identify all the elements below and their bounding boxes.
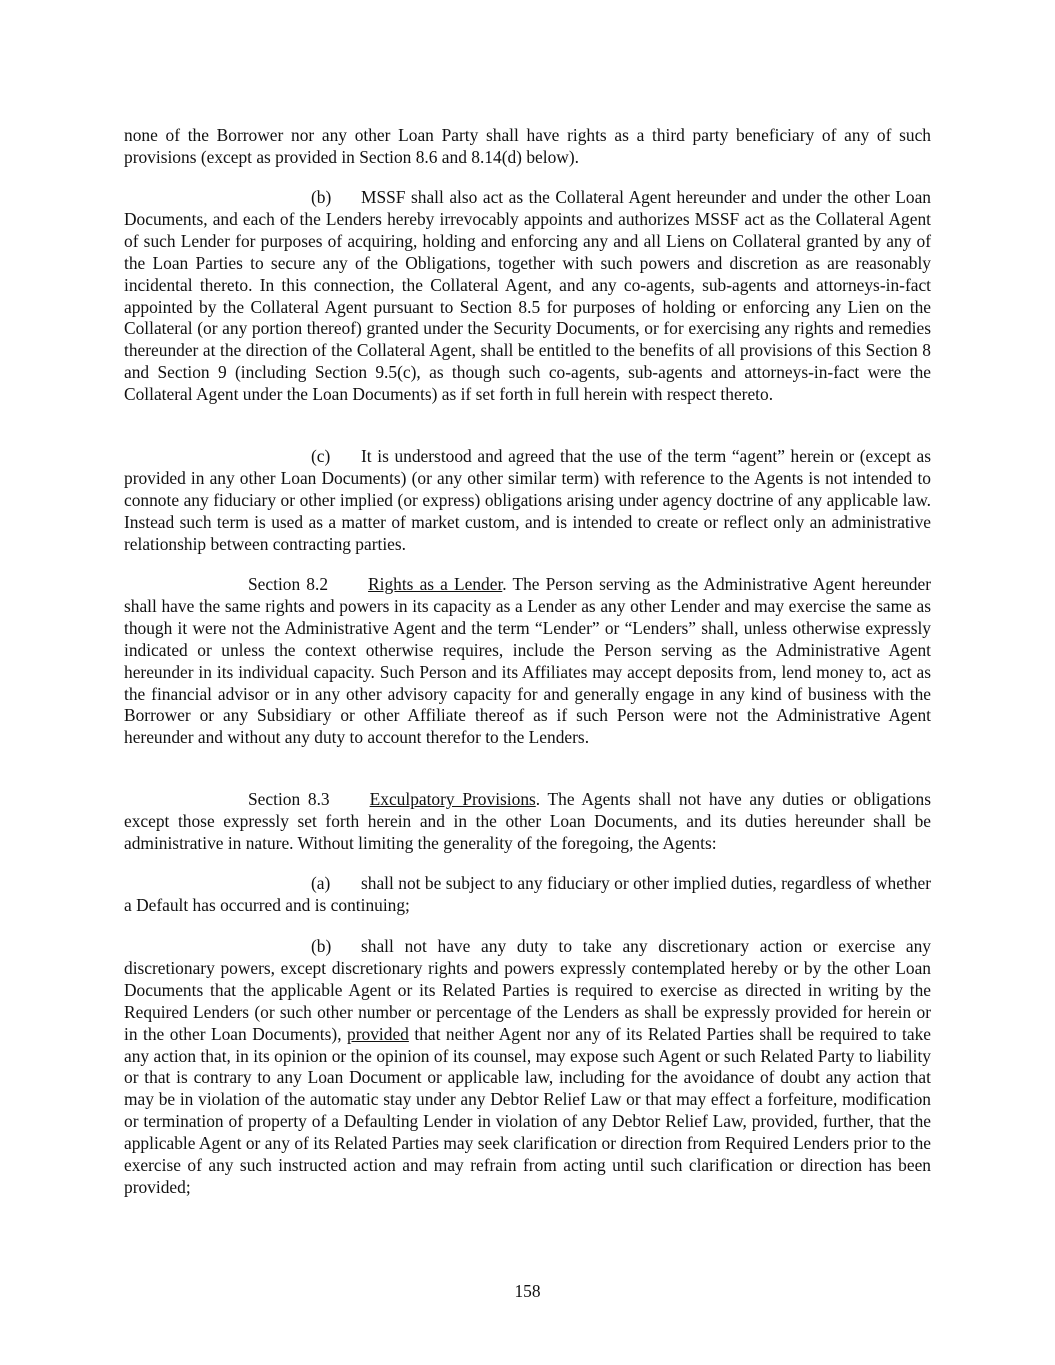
paragraph-text: that neither Agent nor any of its Related Parties shall be required to take any action that, in its opinion or the opinion of its counsel, may expose such Agent or such Related Party to liability or that is contrary to any Loan Document or applicable law, including for the avoidance of doubt any action that may be in violation of the automatic stay under any Debtor Relief Law or that may effect a forfeiture, modification or termination of property of a Defaulting Lender in violation of any Debtor Relief Law, provided, further, that the applicable Agent or any of its Related Parties may seek clarification or direction from Required Lenders prior to the exercise of any such instructed action and may refrain from acting until such clarification or direction has been provided; xyxy=(124,1023,931,1197)
section-number: Section 8.3 xyxy=(248,789,330,809)
page-number: 158 xyxy=(514,1281,541,1301)
section-text: . The Agents shall not have any duties or obligations except those expressly set forth herein and in the other Loan Documents, and its duties hereunder shall be administrative in nature. Without limiting the generality of the foregoing, the Agents: xyxy=(124,789,931,853)
paragraph-text: shall not have any duty to take any discretionary action or exercise any discretionary powers, except discretionary rights and powers expressly contemplated hereby or by the other Loan Documents that the applicable Agent or its Related Parties is required to exercise as directed in writing by the Required Lenders (or such other number or percentage of the Lenders as shall be expressly provided for herein or in the other Loan Documents), xyxy=(124,936,931,1044)
clause-b xyxy=(124,936,931,1199)
section-number: Section 8.2 xyxy=(248,574,329,594)
paragraph-c-agent-term xyxy=(124,446,931,556)
paragraph-text: none of the Borrower nor any other Loan Party shall have rights as a third party beneficiary of any of such provisions (except as provided in Section 8.6 and 8.14(d) below). xyxy=(124,125,931,167)
section-title: Rights as a Lender xyxy=(368,574,503,594)
list-label: (a) xyxy=(311,873,331,893)
provided-term: provided xyxy=(347,1023,409,1044)
paragraph-b-collateral-agent xyxy=(124,187,931,406)
section-text: . The Person serving as the Administrative Agent hereunder shall have the same rights and powers in its capacity as a Lender as any other Lender and may exercise the same as though it were not the Administrative Agent and the term “Lender” or “Lenders” shall, unless otherwise expressly indicated or unless the context otherwise requires, include the Person serving as the Administrative Agent hereunder in its individual capacity. Such Person and its Affiliates may accept deposits from, lend money to, act as the financial advisor or in any other advisory capacity for and generally engage in any kind of business with the Borrower or any Subsidiary or other Affiliate thereof as if such Person were not the Administrative Agent hereunder and without any duty to account therefor to the Lenders. xyxy=(124,574,932,748)
paragraph-continuation xyxy=(124,125,931,169)
clause-a xyxy=(124,873,931,917)
section-8-2 xyxy=(124,574,931,749)
list-label: (b) xyxy=(311,187,332,207)
list-label: (b) xyxy=(311,936,332,956)
paragraph-text: It is understood and agreed that the use of the term “agent” herein or (except as provided in any other Loan Documents) (or any other similar term) with reference to the Agents is not intended to connote any fiduciary or other implied (or express) obligations arising under agency doctrine of any applicable law. Instead such term is used as a matter of market custom, and is intended to create or reflect only an administrative relationship between contracting parties. xyxy=(124,446,931,554)
paragraph-text: MSSF shall also act as the Collateral Agent hereunder and under the other Loan Documents, and each of the Lenders hereby irrevocably appoints and authorizes MSSF act as the Collateral Agent of such Lender for purposes of acquiring, holding and enforcing any and all Liens on Collateral granted by any of the Loan Parties to secure any of the Obligations, together with such powers and discretion as are reasonably incidental thereto. In this connection, the Collateral Agent, and any co-agents, sub-agents and attorneys-in-fact appointed by the Collateral Agent pursuant to Section 8.5 for purposes of holding or enforcing any Lien on the Collateral (or any portion thereof) granted under the Security Documents, or for exercising any rights and remedies thereunder at the direction of the Collateral Agent, shall be entitled to the benefits of all provisions of this Section 8 and Section 9 (including Section 9.5(c), as though such co-agents, sub-agents and attorneys-in-fact were the Collateral Agent under the Loan Documents) as if set forth in full herein with respect thereto. xyxy=(124,187,931,405)
section-title: Exculpatory Provisions xyxy=(369,789,536,809)
paragraph-text: shall not be subject to any fiduciary or other implied duties, regardless of whether a Default has occurred and is continuing; xyxy=(124,873,931,915)
list-label: (c) xyxy=(311,446,331,466)
section-8-3 xyxy=(124,789,931,855)
